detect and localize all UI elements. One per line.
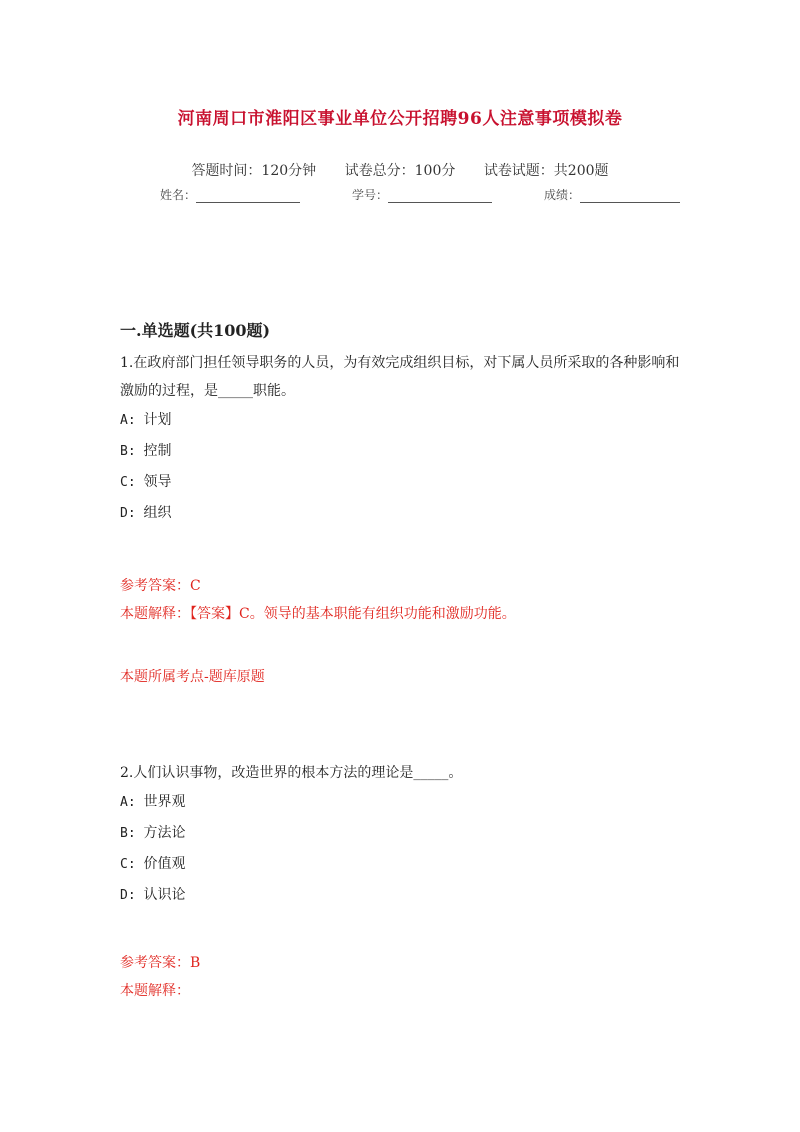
option-d xyxy=(120,498,680,529)
option-a xyxy=(120,405,680,436)
option-key: B: xyxy=(120,444,136,459)
option-c xyxy=(120,849,680,880)
exam-total-questions: 试卷试题：共200题 xyxy=(483,163,609,179)
option-a xyxy=(120,787,680,818)
student-id-blank xyxy=(388,190,492,203)
score-blank xyxy=(580,190,680,203)
question-stem: 1.在政府部门担任领导职务的人员，为有效完成组织目标，对下属人员所采取的各种影响和激励的过程，是_____职能。 xyxy=(120,355,680,399)
exam-total-score: 试卷总分：100分 xyxy=(344,163,456,179)
score-field xyxy=(544,186,680,203)
section-heading: 一.单选题(共100题) xyxy=(120,321,271,340)
name-blank xyxy=(196,190,300,203)
option-key: D: xyxy=(120,506,136,521)
point-block-1 xyxy=(120,663,680,691)
answer-block-2 xyxy=(120,949,680,1005)
question-1 xyxy=(120,349,680,529)
exam-info xyxy=(0,160,800,180)
student-info-line xyxy=(160,186,680,203)
option-d xyxy=(120,880,680,911)
reference-answer: 参考答案：B xyxy=(120,955,201,971)
option-text: 方法论 xyxy=(143,825,186,841)
option-key: C: xyxy=(120,857,136,872)
option-key: A: xyxy=(120,413,136,428)
score-label: 成绩： xyxy=(543,188,580,202)
option-key: A: xyxy=(120,795,136,810)
question-2 xyxy=(120,759,680,911)
reference-answer: 参考答案：C xyxy=(120,578,201,594)
option-key: B: xyxy=(120,826,136,841)
option-text: 控制 xyxy=(143,443,172,459)
knowledge-point: 本题所属考点-题库原题 xyxy=(120,669,265,685)
student-id-label: 学号： xyxy=(351,188,388,202)
option-text: 认识论 xyxy=(143,887,186,903)
option-key: C: xyxy=(120,475,136,490)
name-label: 姓名： xyxy=(160,188,197,202)
name-field xyxy=(160,186,300,203)
option-key: D: xyxy=(120,888,136,903)
explanation: 本题解释： xyxy=(120,983,190,999)
question-stem: 2.人们认识事物，改造世界的根本方法的理论是_____。 xyxy=(120,765,463,781)
exam-time: 答题时间：120分钟 xyxy=(191,163,317,179)
page-title: 河南周口市淮阳区事业单位公开招聘96人注意事项模拟卷 xyxy=(177,109,623,129)
option-b xyxy=(120,818,680,849)
student-id-field xyxy=(352,186,492,203)
option-text: 世界观 xyxy=(143,794,186,810)
option-text: 组织 xyxy=(143,505,172,521)
option-b xyxy=(120,436,680,467)
option-text: 价值观 xyxy=(143,856,186,872)
answer-block-1 xyxy=(120,572,680,628)
explanation: 本题解释：【答案】C。领导的基本职能有组织功能和激励功能。 xyxy=(120,606,516,622)
option-c xyxy=(120,467,680,498)
option-text: 计划 xyxy=(143,412,172,428)
option-text: 领导 xyxy=(143,474,172,490)
